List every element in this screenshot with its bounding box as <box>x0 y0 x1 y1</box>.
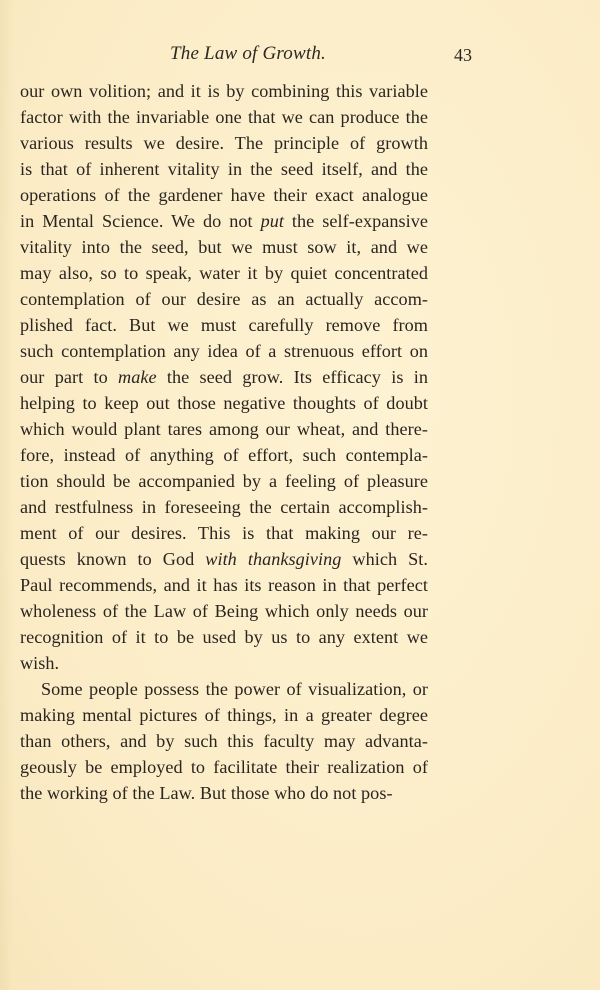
text-line <box>20 624 428 650</box>
text-line <box>20 754 428 780</box>
text-run: operations of the gardener have their exact analogue <box>20 185 428 205</box>
text-run: the self-expansive <box>283 211 429 231</box>
text-line <box>20 260 428 286</box>
text-run: quests known to God <box>20 549 206 569</box>
text-line <box>20 572 428 598</box>
text-run: our own volition; and it is by combining this variable <box>20 81 428 101</box>
text-line <box>20 234 428 260</box>
text-line <box>20 728 428 754</box>
text-run: in Mental Science. We do not <box>20 211 261 231</box>
text-line <box>20 78 428 104</box>
text-run: which St. <box>341 549 428 569</box>
text-line <box>20 338 428 364</box>
text-line <box>20 442 428 468</box>
text-run: factor with the invariable one that we can produce the <box>20 107 428 127</box>
text-line <box>20 598 428 624</box>
page-number: 43 <box>454 45 472 65</box>
paragraph <box>20 78 428 676</box>
text-run: making mental pictures of things, in a greater degree <box>20 705 428 725</box>
running-title: The Law of Growth. <box>170 43 326 64</box>
text-run: is that of inherent vitality in the seed itself, and the <box>20 159 428 179</box>
text-run: tion should be accompanied by a feeling of pleasure <box>20 471 428 491</box>
text-line <box>20 286 428 312</box>
text-run: wholeness of the Law of Being which only needs our <box>20 601 428 621</box>
text-line <box>20 676 428 702</box>
text-run: than others, and by such this faculty may advanta- <box>20 731 428 751</box>
text-run: which would plant tares among our wheat, and there- <box>20 419 428 439</box>
text-line <box>20 182 428 208</box>
text-run: various results we desire. The principle of growth <box>20 133 428 153</box>
text-line <box>20 780 428 806</box>
text-line <box>20 312 428 338</box>
running-head <box>20 40 490 68</box>
text-run: contemplation of our desire as an actually accom- <box>20 289 428 309</box>
italic-text: put <box>260 211 284 231</box>
text-run: plished fact. But we must carefully remove from <box>20 315 428 335</box>
text-line <box>20 390 428 416</box>
text-line <box>20 468 428 494</box>
text-run: wish. <box>20 653 60 673</box>
text-line <box>20 364 428 390</box>
text-line <box>20 416 428 442</box>
text-line <box>20 104 428 130</box>
text-run: vitality into the seed, but we must sow it, and we <box>20 237 428 257</box>
text-run: ment of our desires. This is that making our re- <box>20 523 428 543</box>
text-run: our part to <box>20 367 119 387</box>
italic-text: make <box>118 367 157 387</box>
paragraph <box>20 676 428 806</box>
text-run: geously be employed to facilitate their realization of <box>20 757 428 777</box>
text-run: Some people possess the power of visualization, or <box>41 679 428 699</box>
text-run: helping to keep out those negative thoughts of doubt <box>20 393 428 413</box>
text-line <box>20 156 428 182</box>
text-line <box>20 650 428 676</box>
text-run: recognition of it to be used by us to any extent we <box>20 627 428 647</box>
text-line <box>20 546 428 572</box>
text-run: such contemplation any idea of a strenuous effort on <box>20 341 428 361</box>
text-run: the working of the Law. But those who do not pos- <box>20 783 393 803</box>
text-line <box>20 208 428 234</box>
text-line <box>20 520 428 546</box>
text-line <box>20 494 428 520</box>
italic-text: with thanksgiving <box>205 549 342 569</box>
text-run: and restfulness in foreseeing the certain accomplish- <box>20 497 428 517</box>
text-run: fore, instead of anything of effort, such contempla- <box>20 445 428 465</box>
text-run: the seed grow. Its efficacy is in <box>156 367 428 387</box>
text-line <box>20 130 428 156</box>
text-run: may also, so to speak, water it by quiet concentrated <box>20 263 428 283</box>
text-line <box>20 702 428 728</box>
body-text <box>20 78 428 806</box>
text-run: Paul recommends, and it has its reason in that perfect <box>20 575 428 595</box>
